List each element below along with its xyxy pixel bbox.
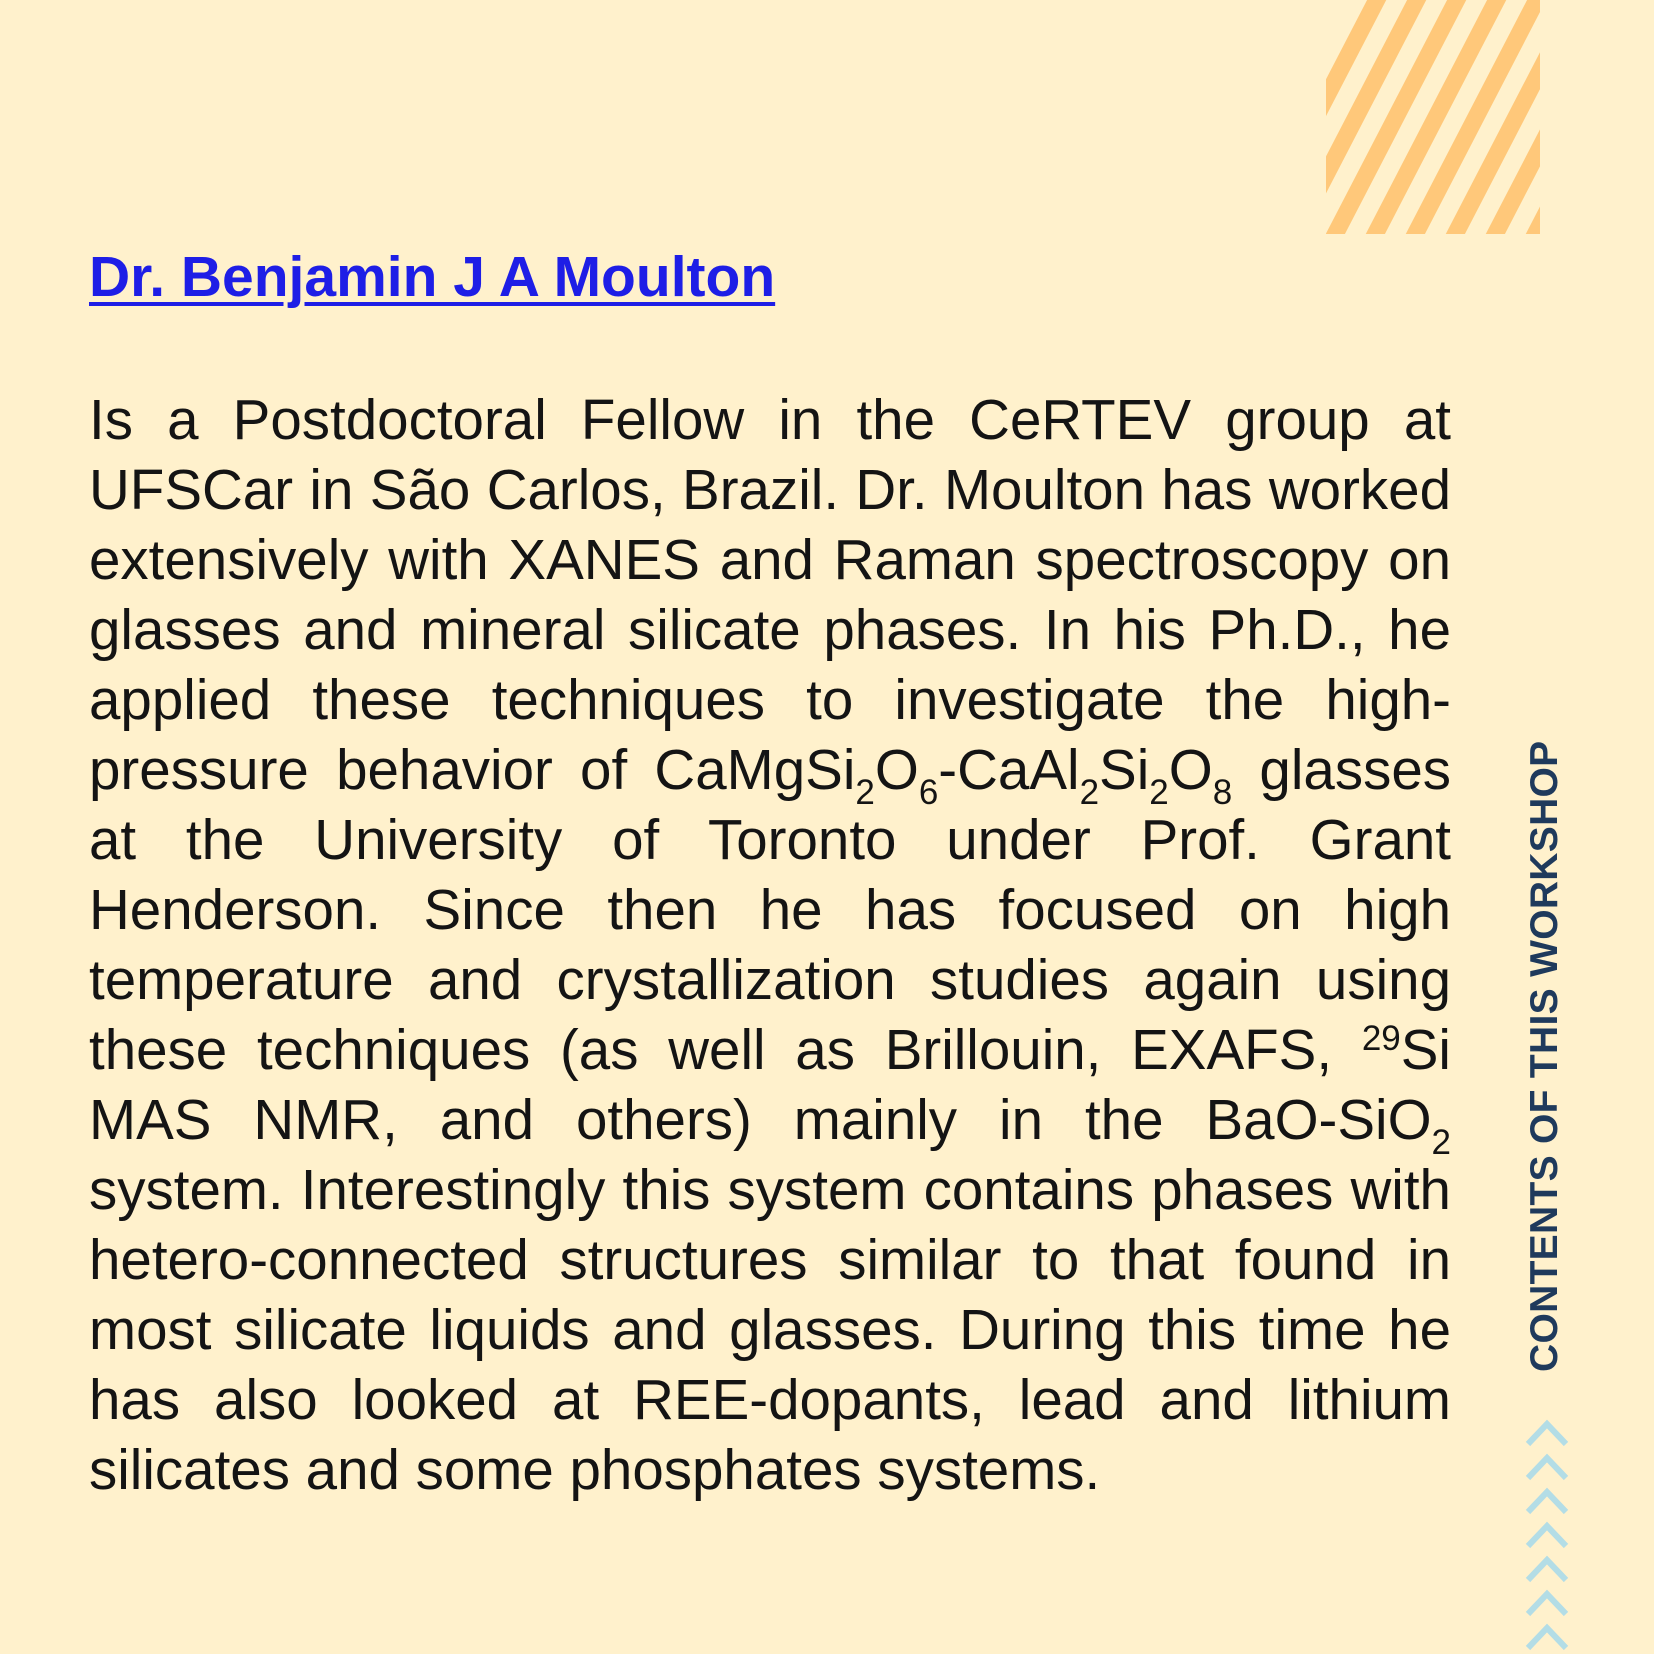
bio-text: Si MAS NMR, and others) mainly in the BaO-SiO: [89, 1018, 1451, 1151]
bio-text: Is a Postdoctoral Fellow in the CeRTEV group at UFSCar in São Carlos, Brazil. Dr. Moulton has worked extensively with XANES and Raman spectroscopy on glasses and mineral silicate phases. In his Ph.D., he applied these techniques to investigate the high-pressure behavior of CaMgSi: [89, 388, 1451, 801]
bio-subscript: 8: [1212, 772, 1233, 812]
chevron-up-icon[interactable]: [1524, 1418, 1570, 1654]
diagonal-stripes-decoration: [1326, 0, 1540, 234]
bio-text: O: [1168, 738, 1213, 801]
bio-text: Si: [1099, 738, 1150, 801]
bio-subscript: 2: [855, 772, 875, 812]
speaker-bio: [89, 385, 1451, 1505]
bio-subscript: 6: [918, 772, 939, 812]
bio-superscript: 29: [1361, 1018, 1401, 1058]
bio-text: O: [874, 738, 919, 801]
bio-subscript: 2: [1079, 772, 1100, 812]
bio-text: glasses at the University of Toronto under Prof. Grant Henderson. Since then he has focused on high temperature and crystallization studies again using these techniques (as well as Brillouin, EXAFS,: [89, 738, 1451, 1081]
speaker-name-link[interactable]: Dr. Benjamin J A Moulton: [89, 245, 776, 309]
bio-text: -CaAl: [938, 738, 1080, 801]
bio-text: system. Interestingly this system contains phases with hetero-connected structures similar to that found in most silicate liquids and glasses. During this time he has also looked at REE-dopants, lead and lithium silicates and some phosphates systems.: [89, 1158, 1451, 1501]
bio-subscript: 2: [1149, 772, 1169, 812]
bio-subscript: 2: [1431, 1122, 1451, 1162]
contents-of-workshop-link[interactable]: CONTENTS OF THIS WORKSHOP: [1523, 740, 1566, 1372]
